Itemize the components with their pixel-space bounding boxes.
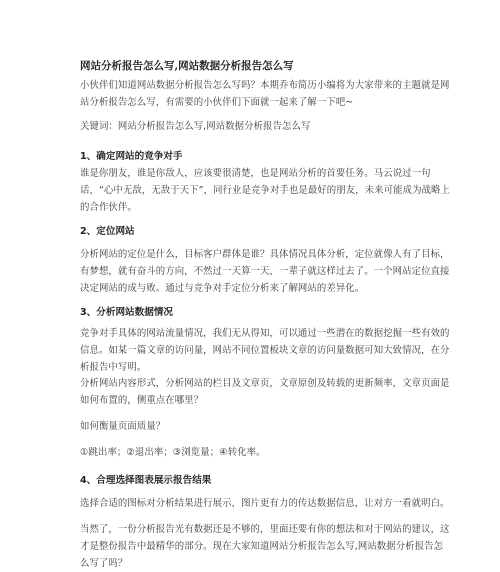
section-4-paragraph-1: 选择合适的图标对分析结果进行展示，图片更有力的传达数据信息，让对方一看就明白。 [80, 498, 450, 509]
section-heading-4: 4、合理选择图表展示报告结果 [80, 475, 212, 486]
section-3-paragraph-2: 分析网站内容形式，分析网站的栏目及文章页，文章原创及转载的更新频率，文章页面是如何布置的，侧重点在哪里？ [80, 378, 450, 406]
section-heading-2: 2、定位网站 [80, 226, 135, 237]
section-2-paragraph-1: 分析网站的定位是什么，目标客户群体是谁？具体情况具体分析，定位就像人有了目标，有梦想，就有奋斗的方向，不然过一天算一天，一辈子就这样过去了。一个网站定位直接决定网站的成与败。通过与竞争对手定位分析来了解网站的差异化。 [80, 249, 450, 294]
keywords-line: 关键词：网站分析报告怎么写,网站数据分析报告怎么写 [80, 121, 311, 132]
intro-paragraph: 小伙伴们知道网站数据分析报告怎么写吗？本期乔布简历小编将为大家带来的主题就是网站分析报告怎么写，有需要的小伙伴们下面就一起来了解一下吧~ [80, 80, 450, 108]
section-3-paragraph-3: 如何衡量页面质量？ [80, 421, 166, 432]
section-3-paragraph-4: ①跳出率；②退出率；③浏览量；④转化率。 [80, 447, 266, 458]
section-3-paragraph-1: 竞争对手具体的网站流量情况，我们无从得知，可以通过一些潜在的数据挖掘一些有效的信息。如某一篇文章的访问量，网站不同位置板块文章的访问量数据可知大致情况，在分析报告中写明。 [80, 328, 450, 373]
article-title: 网站分析报告怎么写,网站数据分析报告怎么写 [80, 60, 294, 72]
section-4-paragraph-2: 当然了，一份分析报告光有数据还是不够的，里面还要有你的想法和对于网站的建议，这才是整份报告中最精华的部分。现在大家知道网站分析报告怎么写,网站数据分析报告怎么写了吗？ [80, 524, 450, 569]
section-1-paragraph-1: 谁是你朋友，谁是你敌人，应该要很清楚，也是网站分析的首要任务。马云说过一句话，“心中无敌，无敌于天下”，同行业是竞争对手也是最好的朋友，未来可能成为战略上的合作伙伴。 [80, 168, 450, 213]
section-heading-1: 1、确定网站的竞争对手 [80, 151, 183, 162]
section-heading-3: 3、分析网站数据情况 [80, 307, 174, 318]
